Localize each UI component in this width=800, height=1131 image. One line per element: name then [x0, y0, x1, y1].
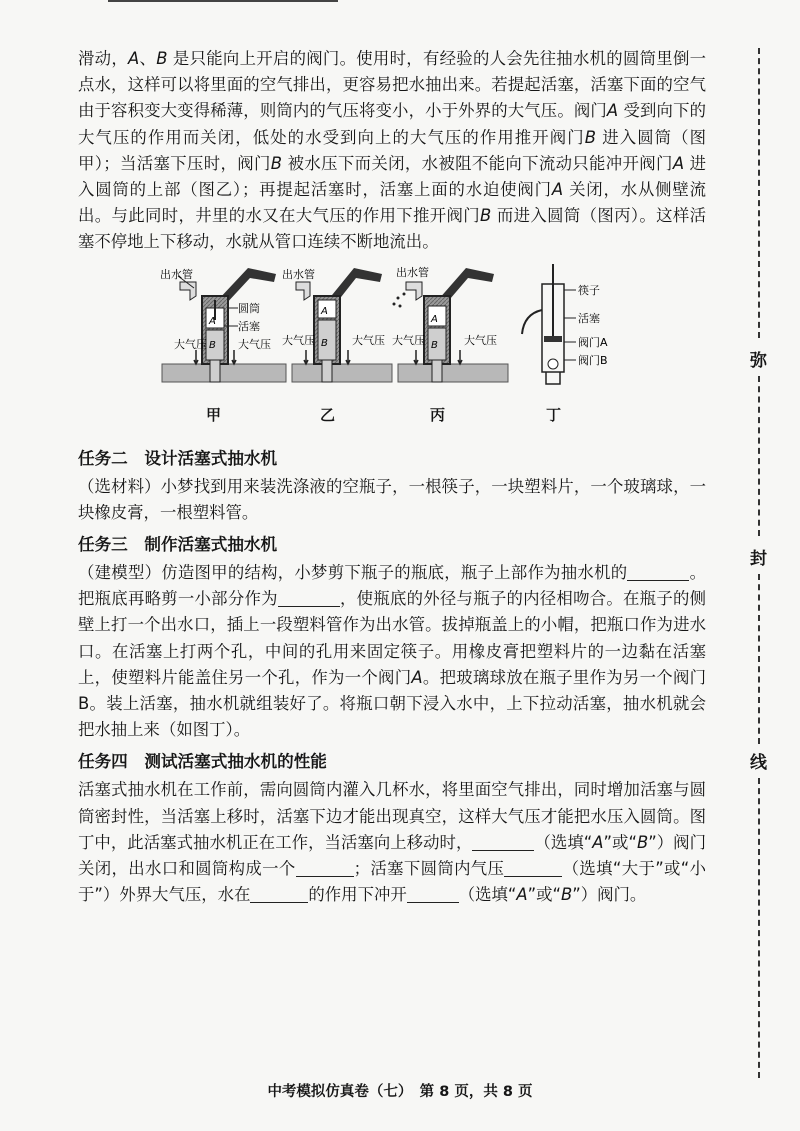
label-atm-jia-right: 大气压: [238, 337, 271, 351]
blank-3[interactable]: [472, 834, 534, 851]
label-b-yi: B: [321, 337, 328, 349]
seal-char-3: 线: [750, 753, 767, 773]
task3-title: 任务三 制作活塞式抽水机: [78, 535, 278, 555]
page-content: [78, 46, 706, 908]
pump-ding: [522, 264, 576, 384]
label-a-jia: A: [209, 315, 216, 327]
blank-5[interactable]: [504, 860, 562, 877]
label-cylinder: 圆筒: [238, 301, 260, 315]
task4-text: 活塞式抽水机在工作前，需向圆筒内灌入几杯水，将里面空气排出，同时增加活塞与圆筒密封性，当活塞上移时，活塞下边才能出现真空，这样大气压才能把水压入圆筒。图丁中，此活塞式抽水机正在工作，当活塞向上移动时， （选填“A”或“B”）阀门关闭，出水口和圆筒构成一个 ；活塞下圆筒内气压 （选填“大于”或“小于”）外界大气压，水在 的作用下冲开 （选填“A”或“B”）阀门。: [78, 780, 707, 905]
caption-bing: 丙: [430, 405, 446, 424]
label-piston: 活塞: [238, 319, 260, 333]
seal-line: [744, 48, 774, 1088]
blank-2[interactable]: [278, 590, 340, 607]
intro-paragraph: 滑动，A、B 是只能向上开启的阀门。使用时，有经验的人会先往抽水机的圆筒里倒一点水，这样可以将里面的空气排出，更容易把水抽出来。若提起活塞，活塞下面的空气由于容积变大变得稀薄，则筒内的气压将变小，小于外界的大气压。阀门A 受到向下的大气压的作用而关闭，低处的水受到向上的大气压的作用推开阀门B 进入圆筒（图甲）；当活塞下压时，阀门B 被水压下而关闭，水被阻不能向下流动只能冲开阀门A 进入圆筒的上部（图乙）；再提起活塞时，活塞上面的水迫使阀门A 关闭，水从侧壁流出。与此同时，井里的水又在大气压的作用下推开阀门B 而进入圆筒（图丙）。这样活塞不停地上下移动，水就从管口连续不断地流出。: [78, 49, 707, 252]
blank-1[interactable]: [627, 564, 689, 581]
task4-title: 任务四 测试活塞式抽水机的性能: [78, 752, 327, 772]
ground-bing: [398, 364, 508, 382]
pump-figure: [78, 260, 706, 440]
label-outlet-yi: 出水管: [282, 267, 315, 281]
seal-char-1: 弥: [750, 351, 767, 371]
label-outlet-bing: 出水管: [396, 265, 429, 279]
ground-yi: [292, 364, 392, 382]
label-atm-bing-right: 大气压: [464, 333, 497, 347]
label-b-jia: B: [209, 339, 216, 351]
label-piston-ding: 活塞: [578, 311, 600, 325]
caption-yi: 乙: [320, 405, 336, 424]
page-footer: 中考模拟仿真卷（七） 第 8 页，共 8 页: [267, 1084, 533, 1100]
seal-char-2: 封: [750, 549, 767, 569]
label-outlet-jia: 出水管: [160, 267, 193, 281]
label-atm-yi-left: 大气压: [282, 333, 315, 347]
blank-4[interactable]: [296, 860, 354, 877]
label-chopstick: 筷子: [578, 283, 600, 297]
label-atm-jia-left: 大气压: [174, 337, 207, 351]
label-a-yi: A: [321, 305, 328, 317]
pump-diagrams: [78, 260, 706, 402]
task2-text: （选材料）小梦找到用来装洗涤液的空瓶子，一根筷子，一块塑料片，一个玻璃球，一块橡皮膏，一根塑料管。: [78, 476, 706, 522]
top-rule: [108, 0, 338, 2]
task2-title: 任务二 设计活塞式抽水机: [78, 448, 278, 468]
caption-jia: 甲: [206, 405, 222, 424]
label-a-bing: A: [431, 313, 438, 325]
task3-text: （建模型）仿造图甲的结构，小梦剪下瓶子的瓶底，瓶子上部作为抽水机的 。把瓶底再略剪一小部分作为 ，使瓶底的外径与瓶子的内径相吻合。在瓶子的侧壁上打一个出水口，插上一段塑料管作为出水管。拔掉瓶盖上的小帽，把瓶口作为进水口。在活塞上打两个孔，中间的孔用来固定筷子。用橡皮膏把塑料片的一边黏在活塞上，使塑料片能盖住另一个孔，作为一个阀门A。把玻璃球放在瓶子里作为另一个阀门B。装上活塞，抽水机就组装好了。将瓶口朝下浸入水中，上下拉动活塞，抽水机就会把水抽上来（如图丁）。: [78, 563, 707, 740]
label-atm-yi-right: 大气压: [352, 333, 385, 347]
label-b-bing: B: [431, 339, 438, 351]
label-valve-b: 阀门B: [578, 353, 608, 367]
caption-ding: 丁: [546, 405, 562, 424]
blank-7[interactable]: [407, 886, 459, 903]
label-valve-a: 阀门A: [578, 335, 608, 349]
blank-6[interactable]: [250, 886, 308, 903]
ground-jia: [162, 364, 286, 382]
label-atm-bing-left: 大气压: [392, 333, 425, 347]
